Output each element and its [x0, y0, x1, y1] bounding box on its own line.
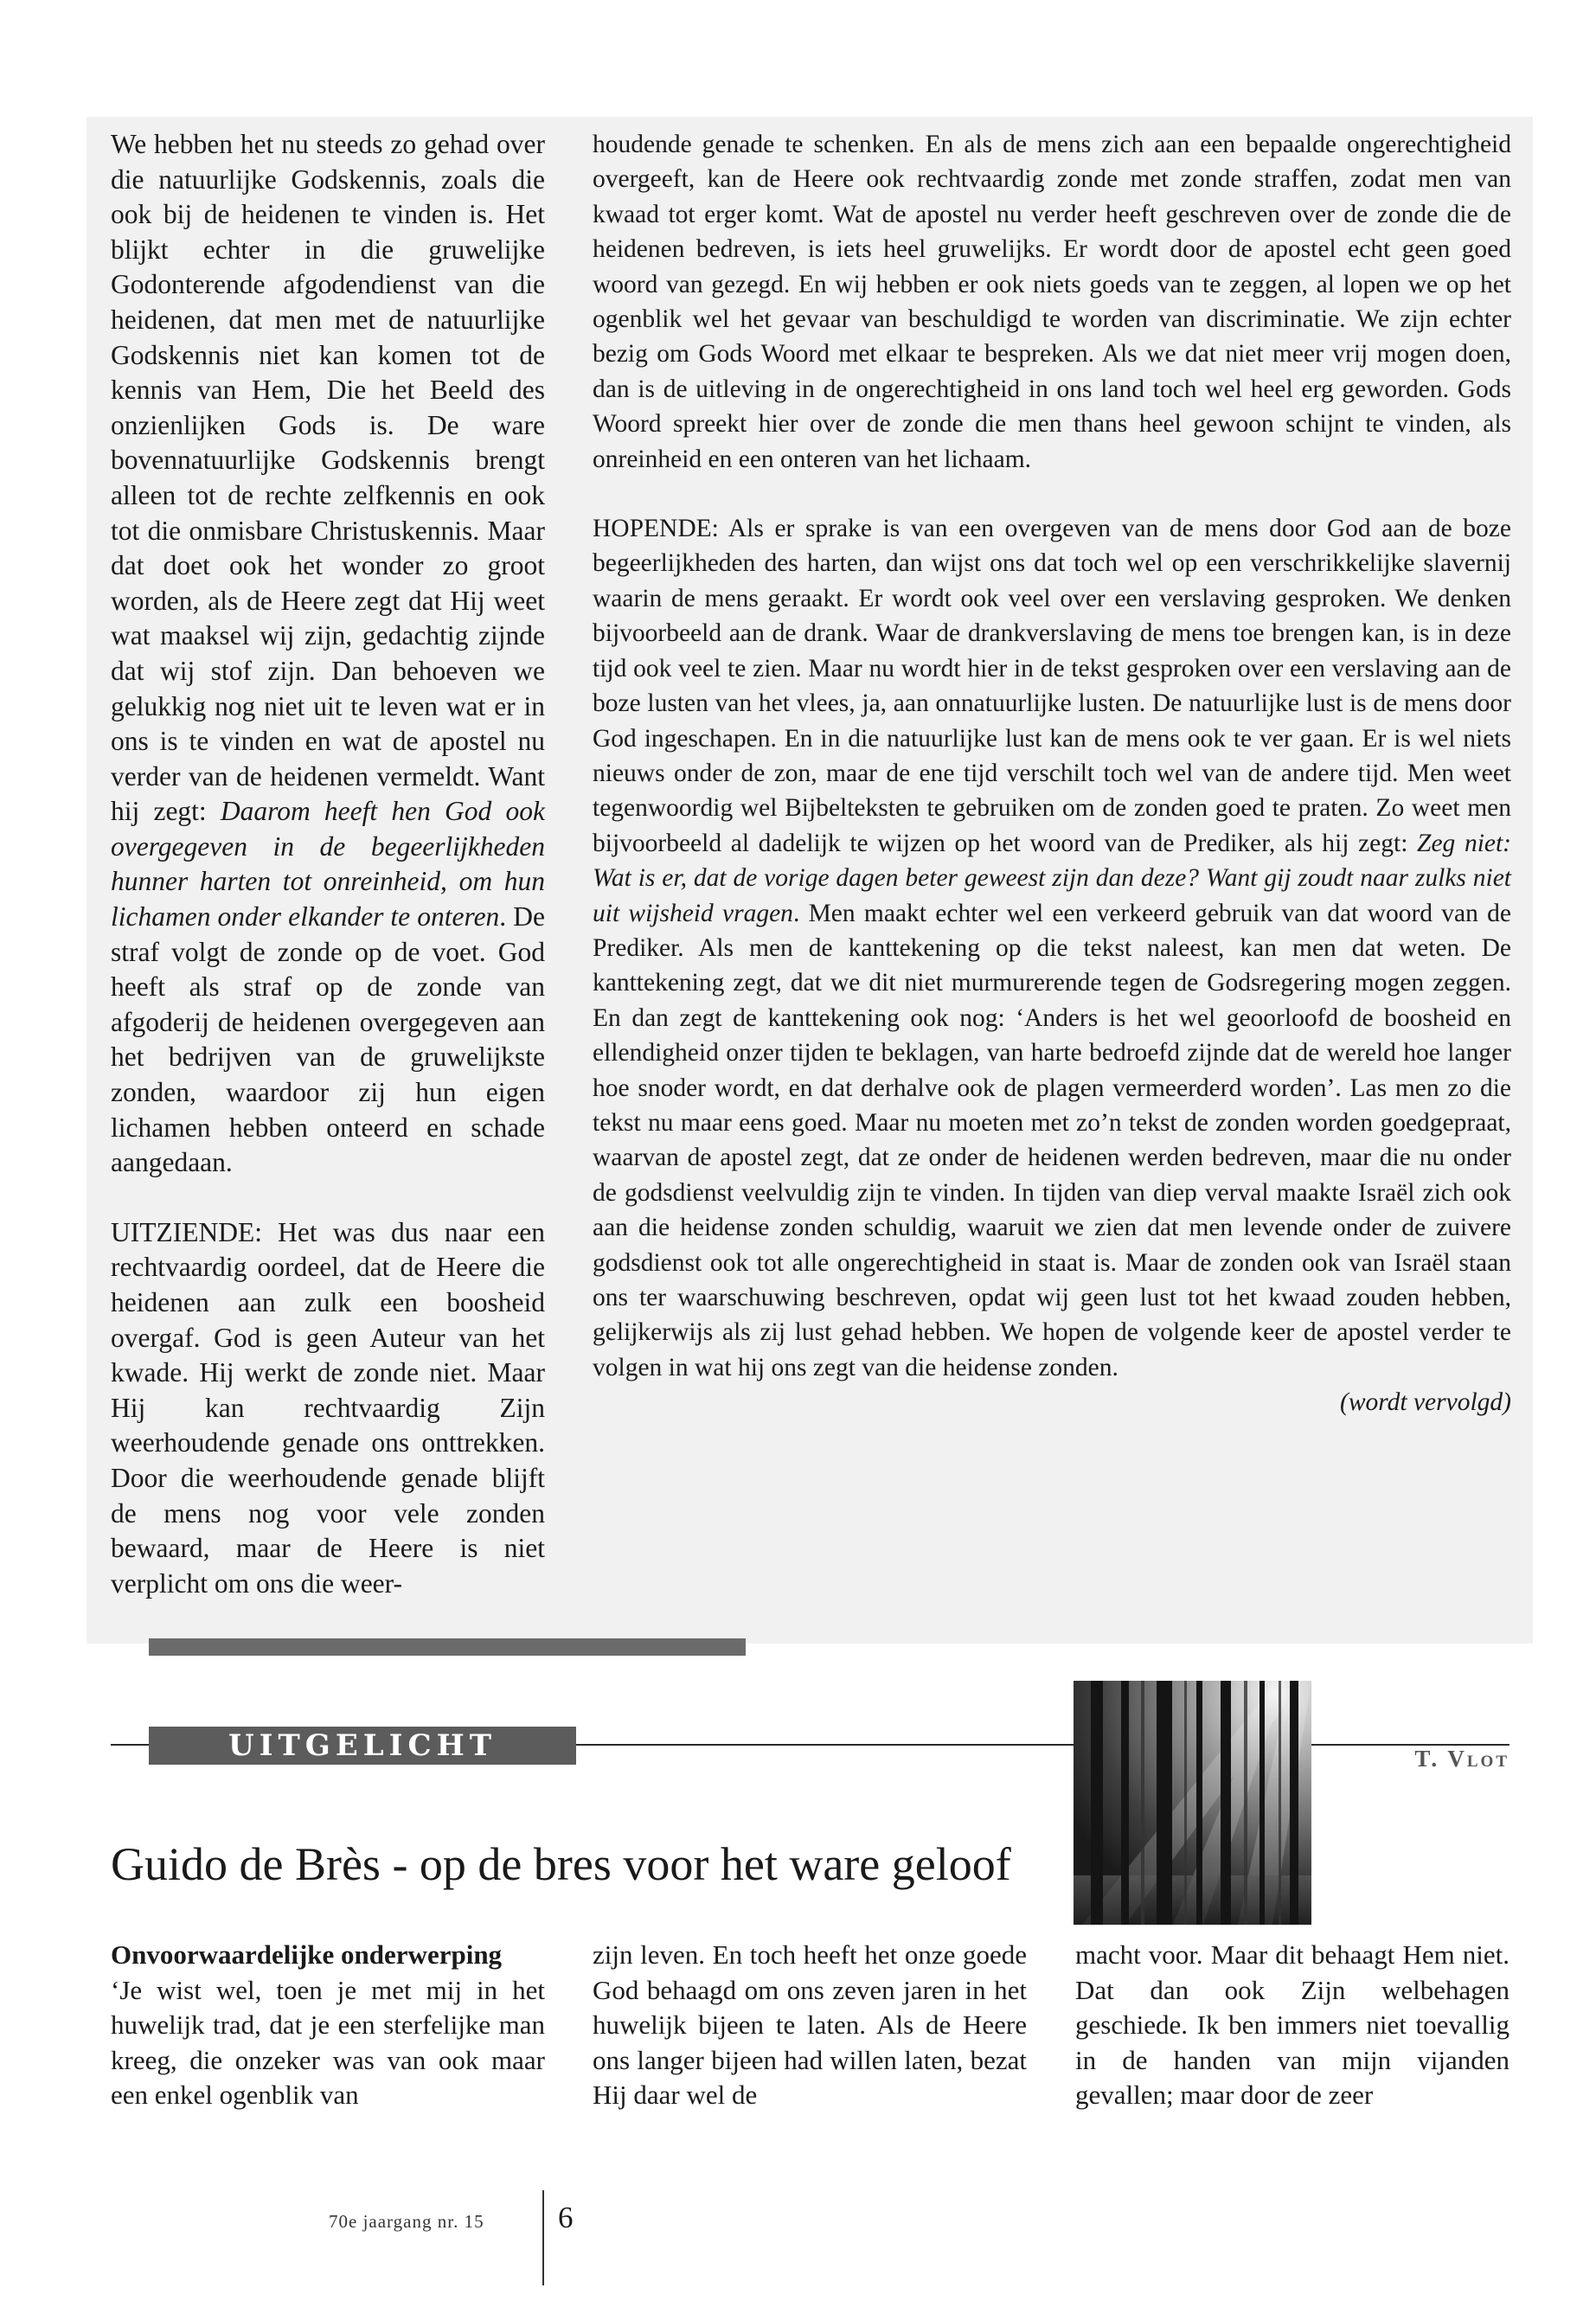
- author-name: T. Vlot: [1414, 1746, 1509, 1772]
- article-left-column: [111, 127, 545, 1601]
- article-right-column: [593, 127, 1511, 1420]
- scripture-quote: Daarom heeft hen God ook overgegeven in de begeerlijkheden hunner harten tot onreinheid, om hun lichamen onder elkander te onteren: [111, 796, 545, 933]
- left-paragraph-1: We hebben het nu steeds zo gehad over die natuurlijke Godskennis, zoals die ook bij de heidenen te vinden is. Het blijkt echter in die gruwelijke Godonterende afgodendienst van die heidenen, dat men met de natuurlijke Godskennis niet kan komen tot de kennis van Hem, Die het Beeld des onzienlijken Gods is. De ware bovennatuurlijke Godskennis brengt alleen tot de rechte zelfkennis en ook tot die onmisbare Christuskennis. Maar dat doet ook het wonder zo groot worden, als de Heere zegt dat Hij weet wat maaksel wij zijn, gedachtig zijnde dat wij stof zijn. Dan behoeven we gelukkig nog niet uit te leven wat er in ons is te vinden en wat de apostel nu verder van de heidenen vermeldt. Want hij zegt: Daarom heeft hen God ook overgegeven in de begeerlijkheden hunner harten tot onreinheid, om hun lichamen onder elkander te onteren. De straf volgt de zonde op de voet. God heeft als straf op de zonde van afgoderij de heidenen overgegeven aan het bedrijven van de gruwelijkste zonden, waardoor zij hun eigen lichamen hebben onteerd en schade aangedaan.: [111, 129, 545, 1178]
- article-title: Guido de Brès - op de bres voor het ware geloof: [111, 1838, 1011, 1890]
- subheading: Onvoorwaardelijke onderwerping: [111, 1939, 503, 1970]
- right-paragraph-1: houdende genade te schenken. En als de mens zich aan een bepaalde ongerechtigheid overgeeft, kan de Heere ook rechtvaardig zonde met zonde straffen, zodat men van kwaad tot erger komt. Wat de apostel nu verder heeft geschreven over de zonde die de heidenen bedreven, is iets heel gruwelijks. Er wordt door de apostel echt geen goed woord van gezegd. En wij hebben er ook niets goeds van te zeggen, al lopen we op het ogenblik wel het gevaar van beschuldigd te worden van discriminatie. We zijn echter bezig om Gods Woord met elkaar te bespreken. Als we dat niet meer vrij mogen doen, dan is de uitleving in de ongerechtigheid in ons land toch wel heel erg geworden. Gods Woord spreekt hier over de zonde die men thans heel gewoon schijnt te vinden, als onreinheid en een onteren van het lichaam.: [593, 131, 1511, 473]
- page-number: 6: [558, 2201, 574, 2234]
- right-paragraph-2: HOPENDE: Als er sprake is van een overgeven van de mens door God aan de boze begeerlijkheden des harten, dan wijst ons dat toch wel op een verschrikkelijke slavernij waarin de mens geraakt. Er wordt ook veel over een verslaving gesproken. We denken bijvoorbeeld aan de drank. Waar de drankverslaving de mens toe brengen kan, is in deze tijd ook veel te zien. Maar nu wordt hier in de tekst gesproken over een verslaving aan de boze lusten van het vlees, ja, aan onnatuurlijke lusten. De natuurlijke lust is de mens door God ingeschapen. En in die natuurlijke lust kan de mens ook te ver gaan. Er is wel niets nieuws onder de zon, maar de ene tijd verschilt toch wel van de andere tijd. Men weet tegenwoordig wel Bijbelteksten te gebruiken om de zonden goed te praten. Zo weet men bijvoorbeeld al dadelijk te wijzen op het woord van de Prediker, als hij zegt: Zeg niet: Wat is er, dat de vorige dagen beter geweest zijn dan deze? Want gij zoudt naar zulks niet uit wijsheid vragen. Men maakt echter wel een verkeerd gebruik van dat woord van de Prediker. Als men de kanttekening op die tekst naleest, kan men dat weten. De kanttekening zegt, dat we dit niet murmurerende tegen de Godsregering mogen zeggen. En dan zegt de kanttekening ook nog: ‘Anders is het wel geoorloofd de boosheid en ellendigheid onzer tijden te beklagen, van harte bedroefd zijnde dat de wereld hoe langer hoe snoder wordt, en dat derhalve ook de plagen vermeerderd worden’. Las men zo die tekst nu maar eens goed. Maar nu moeten met zo’n tekst de zonden worden goedgepraat, waarvan de apostel zegt, dat ze onder de heidenen werden bedreven, maar die nu onder de godsdienst veelvuldig zijn te vinden. In tijden van diep verval maakte Israël zich ook aan die heidense zonden schuldig, waaruit we zien dat men levende onder de zuivere godsdienst ook tot alle ongerechtigheid in staat is. Maar de zonden ook van Israël staan ons ter waarschuwing beschreven, opdat wij geen lust tot het kwaad zouden hebben, gelijkerwijs als zij lust gehad hebben. We hopen de volgende keer de apostel verder te volgen in wat hij ons zegt van die heidense zonden.: [593, 515, 1511, 1381]
- body-column-1-text: ‘Je wist wel, toen je met mij in het huwelijk trad, dat je een sterfelijke man kreeg, die onzeker was van ook maar een enkel ogenblik van: [111, 1974, 545, 2110]
- body-column-2-text: zijn leven. En toch heeft het onze goede God behaagd om ons zeven jaren in het huwelijk bijeen te laten. Als de Heere ons langer bijeen had willen laten, bezat Hij daar wel de: [593, 1939, 1027, 2110]
- body-column-1: [111, 1938, 545, 2113]
- issue-info: 70e jaargang nr. 15: [329, 2211, 484, 2232]
- section-divider-bar: [149, 1638, 746, 1656]
- body-column-2: [593, 1938, 1027, 2113]
- continued-note: (wordt vervolgd): [1340, 1388, 1511, 1417]
- body-column-3-text: macht voor. Maar dit behaagt Hem niet. Dat dan ook Zijn welbehagen geschiede. Ik ben immers niet toevallig in de handen van mijn vijanden gevallen; maar door de zeer: [1075, 1939, 1509, 2110]
- scripture-quote: Zeg niet: Wat is er, dat de vorige dagen beter geweest zijn dan deze? Want gij zoudt naar zulks niet uit wijsheid vragen: [593, 829, 1511, 927]
- header-rule-middle: [576, 1744, 1074, 1746]
- footer-separator: [542, 2190, 544, 2285]
- header-rule-left: [111, 1744, 149, 1746]
- section-label: UITGELICHT: [149, 1727, 576, 1765]
- body-column-3: [1075, 1938, 1509, 2113]
- left-paragraph-2: UITZIENDE: Het was dus naar een rechtvaardig oordeel, dat de Heere die heidenen aan zulk een boosheid overgaf. God is geen Auteur van het kwade. Hij werkt de zonde niet. Maar Hij kan rechtvaardig Zijn weerhoudende genade ons onttrekken. Door die weerhoudende genade blijft de mens nog voor vele zonden bewaard, maar de Heere is niet verplicht om ons die weer-: [111, 1216, 545, 1599]
